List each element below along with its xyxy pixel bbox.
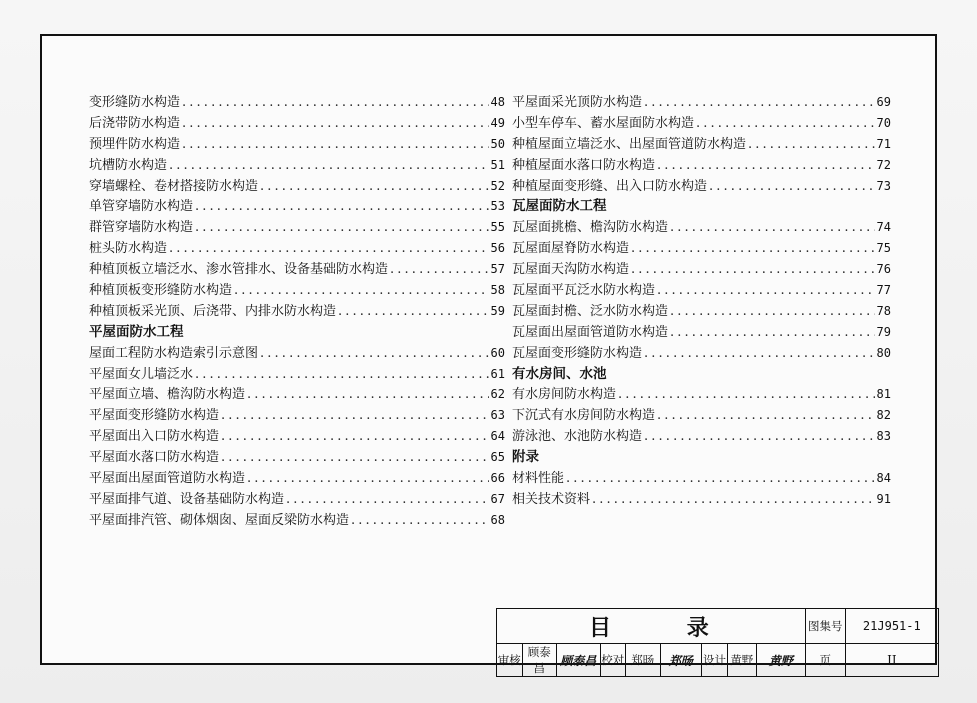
toc-leader-dots bbox=[260, 177, 489, 198]
toc-entry[interactable] bbox=[89, 217, 505, 238]
toc-left-column bbox=[89, 92, 505, 531]
checker-name: 郑旸 bbox=[626, 644, 660, 677]
toc-leader-dots bbox=[234, 281, 489, 302]
toc-leader-dots bbox=[644, 427, 875, 448]
toc-entry-title: 平屋面采光顶防水构造 bbox=[512, 95, 643, 110]
toc-entry-page: 63 bbox=[490, 408, 505, 423]
toc-section-header: 瓦屋面防水工程 bbox=[512, 198, 607, 215]
toc-leader-dots bbox=[696, 114, 875, 135]
toc-entry-title: 种植屋面变形缝、出入口防水构造 bbox=[512, 178, 708, 194]
toc-entry-page: 50 bbox=[490, 136, 505, 151]
toc-leader-dots bbox=[260, 344, 489, 365]
toc-entry[interactable] bbox=[512, 343, 891, 364]
toc-right-column bbox=[512, 92, 891, 510]
toc-entry[interactable] bbox=[512, 134, 891, 155]
toc-entry-page: 51 bbox=[490, 157, 505, 172]
toc-leader-dots bbox=[195, 197, 489, 218]
toc-entry-page: 72 bbox=[876, 157, 891, 172]
toc-entry-title: 小型车停车、蓄水屋面防水构造 bbox=[512, 115, 695, 131]
toc-leader-dots bbox=[351, 511, 489, 532]
drawing-frame bbox=[40, 34, 937, 675]
toc-entry-page: 61 bbox=[490, 366, 505, 381]
toc-entry-title: 平屋面排汽管、砌体烟囱、屋面反梁防水构造 bbox=[89, 512, 350, 528]
toc-leader-dots bbox=[247, 385, 489, 406]
toc-entry[interactable] bbox=[89, 259, 505, 280]
toc-entry-title: 游泳池、水池防水构造 bbox=[512, 429, 643, 445]
toc-entry-page: 55 bbox=[490, 220, 505, 235]
toc-entry-page: 80 bbox=[876, 345, 891, 360]
toc-entry[interactable] bbox=[512, 280, 891, 301]
toc-entry-page: 58 bbox=[490, 283, 505, 298]
toc-entry-page: 77 bbox=[876, 283, 891, 298]
toc-leader-dots bbox=[709, 177, 875, 198]
toc-entry[interactable] bbox=[89, 155, 505, 176]
reviewer-name: 顾泰昌 bbox=[522, 644, 556, 677]
toc-entry[interactable] bbox=[512, 405, 891, 426]
toc-entry[interactable] bbox=[89, 301, 505, 322]
toc-leader-dots bbox=[618, 385, 875, 406]
toc-entry-page: 49 bbox=[490, 115, 505, 130]
toc-entry[interactable] bbox=[89, 510, 505, 531]
toc-entry-title: 平屋面立墙、檐沟防水构造 bbox=[89, 387, 246, 403]
toc-entry-title: 瓦屋面封檐、泛水防水构造 bbox=[512, 303, 669, 319]
toc-leader-dots bbox=[657, 406, 875, 427]
toc-entry-title: 单管穿墙防水构造 bbox=[89, 199, 194, 215]
toc-leader-dots bbox=[247, 469, 489, 490]
toc-leader-dots bbox=[286, 490, 489, 511]
checker-signature bbox=[660, 644, 702, 677]
toc-leader-dots bbox=[631, 239, 875, 260]
toc-entry-title: 瓦屋面出屋面管道防水构造 bbox=[512, 324, 669, 340]
toc-leader-dots bbox=[338, 302, 489, 323]
toc-entry-page: 91 bbox=[876, 491, 891, 506]
toc-entry[interactable] bbox=[512, 489, 891, 510]
check-label: 校对 bbox=[600, 644, 626, 677]
toc-entry-title: 穿墙螺栓、卷材搭接防水构造 bbox=[89, 178, 259, 194]
toc-leader-dots bbox=[644, 93, 875, 114]
toc-entry-title: 平屋面女儿墙泛水 bbox=[89, 366, 194, 382]
toc-entry[interactable] bbox=[89, 238, 505, 259]
toc-leader-dots bbox=[657, 156, 875, 177]
toc-entry-title: 种植顶板立墙泛水、渗水管排水、设备基础防水构造 bbox=[89, 262, 389, 278]
page-number: II bbox=[845, 644, 938, 677]
page-label: 页 bbox=[805, 644, 845, 677]
toc-entry[interactable] bbox=[512, 238, 891, 259]
toc-entry-page: 48 bbox=[490, 95, 505, 109]
designer-signature bbox=[756, 644, 805, 677]
toc-leader-dots bbox=[748, 135, 875, 156]
toc-entry[interactable] bbox=[89, 92, 505, 113]
toc-entry-title: 群管穿墙防水构造 bbox=[89, 220, 194, 236]
title-block bbox=[496, 608, 939, 675]
toc-entry[interactable] bbox=[89, 384, 505, 405]
toc-entry[interactable] bbox=[89, 405, 505, 426]
toc-entry-page: 75 bbox=[876, 241, 891, 256]
toc-leader-dots bbox=[657, 281, 875, 302]
toc-entry-title: 平屋面变形缝防水构造 bbox=[89, 408, 220, 424]
toc-entry[interactable] bbox=[512, 113, 891, 134]
toc-entry-page: 57 bbox=[490, 262, 505, 277]
toc-entry-page: 62 bbox=[490, 387, 505, 402]
toc-entry[interactable] bbox=[89, 426, 505, 447]
toc-entry-title: 坑槽防水构造 bbox=[89, 157, 168, 173]
toc-entry-title: 桩头防水构造 bbox=[89, 241, 168, 257]
toc-leader-dots bbox=[182, 114, 489, 135]
toc-entry-page: 59 bbox=[490, 303, 505, 318]
toc-leader-dots bbox=[195, 218, 489, 239]
toc-entry-title: 有水房间防水构造 bbox=[512, 387, 617, 403]
toc-entry[interactable] bbox=[89, 447, 505, 468]
toc-leader-dots bbox=[592, 490, 875, 511]
toc-entry-page: 82 bbox=[876, 408, 891, 423]
toc-entry-title: 平屋面出入口防水构造 bbox=[89, 429, 220, 445]
toc-leader-dots bbox=[670, 218, 875, 239]
toc-entry-title: 瓦屋面变形缝防水构造 bbox=[512, 345, 643, 361]
toc-entry-title: 屋面工程防水构造索引示意图 bbox=[89, 345, 259, 361]
toc-entry-title: 种植屋面立墙泛水、出屋面管道防水构造 bbox=[512, 136, 747, 152]
reviewer-signature bbox=[557, 644, 601, 677]
toc-entry-page: 74 bbox=[876, 220, 891, 235]
toc-entry-page: 64 bbox=[490, 429, 505, 444]
toc-entry-title: 预埋件防水构造 bbox=[89, 136, 181, 152]
toc-leader-dots bbox=[670, 323, 875, 344]
toc-entry-title: 下沉式有水房间防水构造 bbox=[512, 408, 656, 424]
toc-section-header: 有水房间、水池 bbox=[512, 365, 607, 382]
toc-entry-page: 83 bbox=[876, 429, 891, 444]
toc-entry-page: 76 bbox=[876, 262, 891, 277]
toc-entry-title: 瓦屋面平瓦泛水防水构造 bbox=[512, 283, 656, 299]
toc-entry[interactable] bbox=[512, 155, 891, 176]
toc-leader-dots bbox=[670, 302, 875, 323]
toc-entry-title: 相关技术资料 bbox=[512, 491, 591, 507]
toc-entry[interactable] bbox=[512, 468, 891, 489]
toc-entry-title: 瓦屋面天沟防水构造 bbox=[512, 262, 630, 278]
toc-entry-page: 65 bbox=[490, 450, 505, 465]
toc-entry[interactable] bbox=[89, 196, 505, 217]
toc-entry-title: 种植屋面水落口防水构造 bbox=[512, 157, 656, 173]
toc-entry-title: 变形缝防水构造 bbox=[89, 95, 181, 110]
toc-leader-dots bbox=[195, 365, 489, 386]
sheet-title: 目 录 bbox=[497, 609, 806, 644]
toc-leader-dots bbox=[221, 448, 489, 469]
toc-entry-page: 81 bbox=[876, 387, 891, 402]
toc-entry-page: 56 bbox=[490, 241, 505, 256]
toc-entry-page: 70 bbox=[876, 115, 891, 130]
atlas-number: 21J951-1 bbox=[845, 609, 938, 644]
designer-signature-text: 黄野 bbox=[768, 653, 793, 668]
toc-entry[interactable] bbox=[512, 426, 891, 447]
toc-entry[interactable] bbox=[512, 217, 891, 238]
review-label: 审核 bbox=[497, 644, 523, 677]
toc-leader-dots bbox=[182, 135, 489, 156]
design-label: 设计 bbox=[702, 644, 728, 677]
toc-entry[interactable] bbox=[512, 384, 891, 405]
toc-section-header: 附录 bbox=[512, 449, 539, 466]
toc-entry[interactable] bbox=[512, 92, 891, 113]
toc-entry-page: 52 bbox=[490, 178, 505, 193]
checker-signature-text: 郑旸 bbox=[668, 653, 693, 668]
toc-leader-dots bbox=[221, 427, 489, 448]
toc-entry-page: 84 bbox=[876, 471, 891, 486]
toc-entry-page: 79 bbox=[876, 324, 891, 339]
toc-entry-title: 平屋面出屋面管道防水构造 bbox=[89, 471, 246, 487]
toc-entry[interactable] bbox=[512, 301, 891, 322]
toc-entry[interactable] bbox=[89, 468, 505, 489]
toc-entry[interactable] bbox=[512, 259, 891, 280]
toc-entry[interactable] bbox=[89, 280, 505, 301]
toc-entry[interactable] bbox=[89, 113, 505, 134]
toc-leader-dots bbox=[169, 156, 489, 177]
toc-leader-dots bbox=[221, 406, 489, 427]
toc-entry[interactable] bbox=[512, 176, 891, 197]
toc-leader-dots bbox=[182, 93, 489, 114]
toc-entry-title: 平屋面排气道、设备基础防水构造 bbox=[89, 491, 285, 507]
atlas-number-label: 图集号 bbox=[805, 609, 845, 644]
toc-entry[interactable] bbox=[89, 364, 505, 385]
toc-entry-title: 瓦屋面挑檐、檐沟防水构造 bbox=[512, 220, 669, 236]
toc-entry-page: 53 bbox=[490, 199, 505, 214]
toc-leader-dots bbox=[390, 260, 489, 281]
toc-leader-dots bbox=[631, 260, 875, 281]
designer-name: 黄野 bbox=[727, 644, 756, 677]
reviewer-signature-text: 顾泰昌 bbox=[560, 653, 597, 668]
toc-entry[interactable] bbox=[89, 134, 505, 155]
toc-entry[interactable] bbox=[89, 176, 505, 197]
toc-entry[interactable] bbox=[512, 322, 891, 343]
toc-entry-page: 66 bbox=[490, 471, 505, 486]
toc-entry-title: 后浇带防水构造 bbox=[89, 115, 181, 131]
toc-entry-title: 平屋面水落口防水构造 bbox=[89, 450, 220, 466]
toc-entry-page: 78 bbox=[876, 303, 891, 318]
toc-leader-dots bbox=[644, 344, 875, 365]
toc-entry-page: 60 bbox=[490, 345, 505, 360]
toc-entry[interactable] bbox=[89, 343, 505, 364]
toc-entry-page: 68 bbox=[490, 512, 505, 527]
toc-leader-dots bbox=[566, 469, 875, 490]
toc-entry-title: 材料性能 bbox=[512, 471, 565, 487]
toc-entry-page: 73 bbox=[876, 178, 891, 193]
toc-entry-title: 瓦屋面屋脊防水构造 bbox=[512, 241, 630, 257]
toc-entry-title: 种植顶板变形缝防水构造 bbox=[89, 283, 233, 299]
toc-entry-page: 69 bbox=[876, 95, 891, 109]
toc-entry-title: 种植顶板采光顶、后浇带、内排水防水构造 bbox=[89, 303, 337, 319]
toc-section-header: 平屋面防水工程 bbox=[89, 323, 184, 340]
toc-leader-dots bbox=[169, 239, 489, 260]
toc-entry-page: 67 bbox=[490, 491, 505, 506]
toc-entry-page: 71 bbox=[876, 136, 891, 151]
toc-entry[interactable] bbox=[89, 489, 505, 510]
